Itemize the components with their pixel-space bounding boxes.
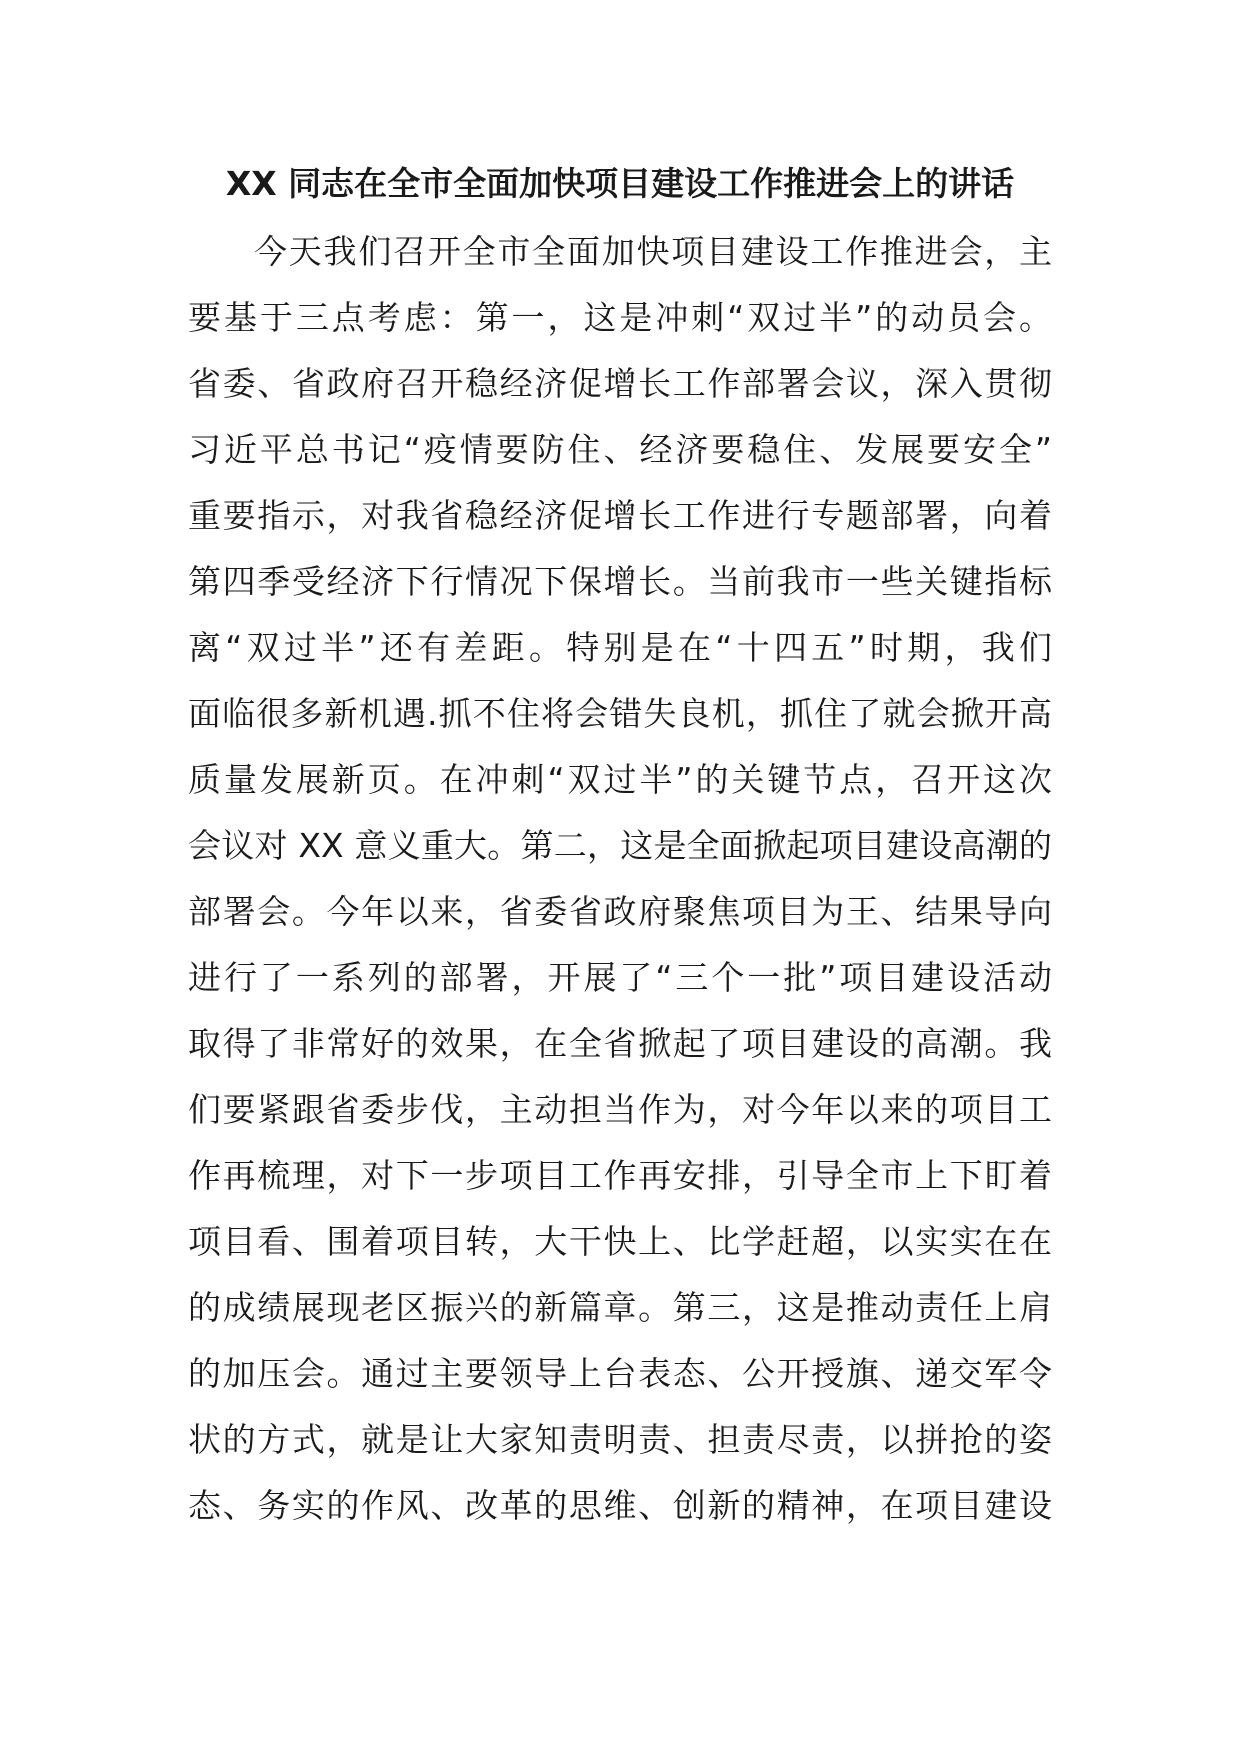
body-line: 重要指示，对我省稳经济促增长工作进行专题部署，向着: [188, 496, 1052, 535]
body-line: 习近平总书记“疫情要防住、经济要稳住、发展要安全”: [188, 430, 1052, 469]
body-line: 会议对 XX 意义重大。第二，这是全面掀起项目建设高潮的: [188, 826, 1052, 865]
body-line: 省委、省政府召开稳经济促增长工作部署会议，深入贯彻: [188, 364, 1052, 403]
document-title: XX 同志在全市全面加快项目建设工作推进会上的讲话: [225, 164, 1015, 203]
body-line: 离“双过半”还有差距。特别是在“十四五”时期，我们: [188, 628, 1052, 667]
body-line: 作再梳理，对下一步项目工作再安排，引导全市上下盯着: [188, 1156, 1052, 1195]
body-line: 今天我们召开全市全面加快项目建设工作推进会，主: [254, 232, 1052, 271]
body-line: 取得了非常好的效果，在全省掀起了项目建设的高潮。我: [188, 1024, 1052, 1063]
body-line: 质量发展新页。在冲刺“双过半”的关键节点，召开这次: [188, 760, 1052, 799]
body-line: 的成绩展现老区振兴的新篇章。第三，这是推动责任上肩: [188, 1288, 1052, 1327]
body-line: 态、务实的作风、改革的思维、创新的精神，在项目建设: [188, 1486, 1052, 1525]
body-line: 的加压会。通过主要领导上台表态、公开授旗、递交军令: [188, 1354, 1052, 1393]
body-line: 第四季受经济下行情况下保增长。当前我市一些关键指标: [188, 562, 1052, 601]
body-line: 进行了一系列的部署，开展了“三个一批”项目建设活动: [188, 958, 1052, 997]
body-line: 面临很多新机遇.抓不住将会错失良机，抓住了就会掀开高: [188, 694, 1052, 733]
body-line: 项目看、围着项目转，大干快上、比学赶超，以实实在在: [188, 1222, 1052, 1261]
body-line: 们要紧跟省委步伐，主动担当作为，对今年以来的项目工: [188, 1090, 1052, 1129]
body-line: 部署会。今年以来，省委省政府聚焦项目为王、结果导向: [188, 892, 1052, 931]
body-line: 要基于三点考虑：第一，这是冲刺“双过半”的动员会。: [188, 298, 1052, 337]
document-body: [188, 228, 1052, 1548]
body-line: 状的方式，就是让大家知责明责、担责尽责，以拼抢的姿: [188, 1420, 1052, 1459]
